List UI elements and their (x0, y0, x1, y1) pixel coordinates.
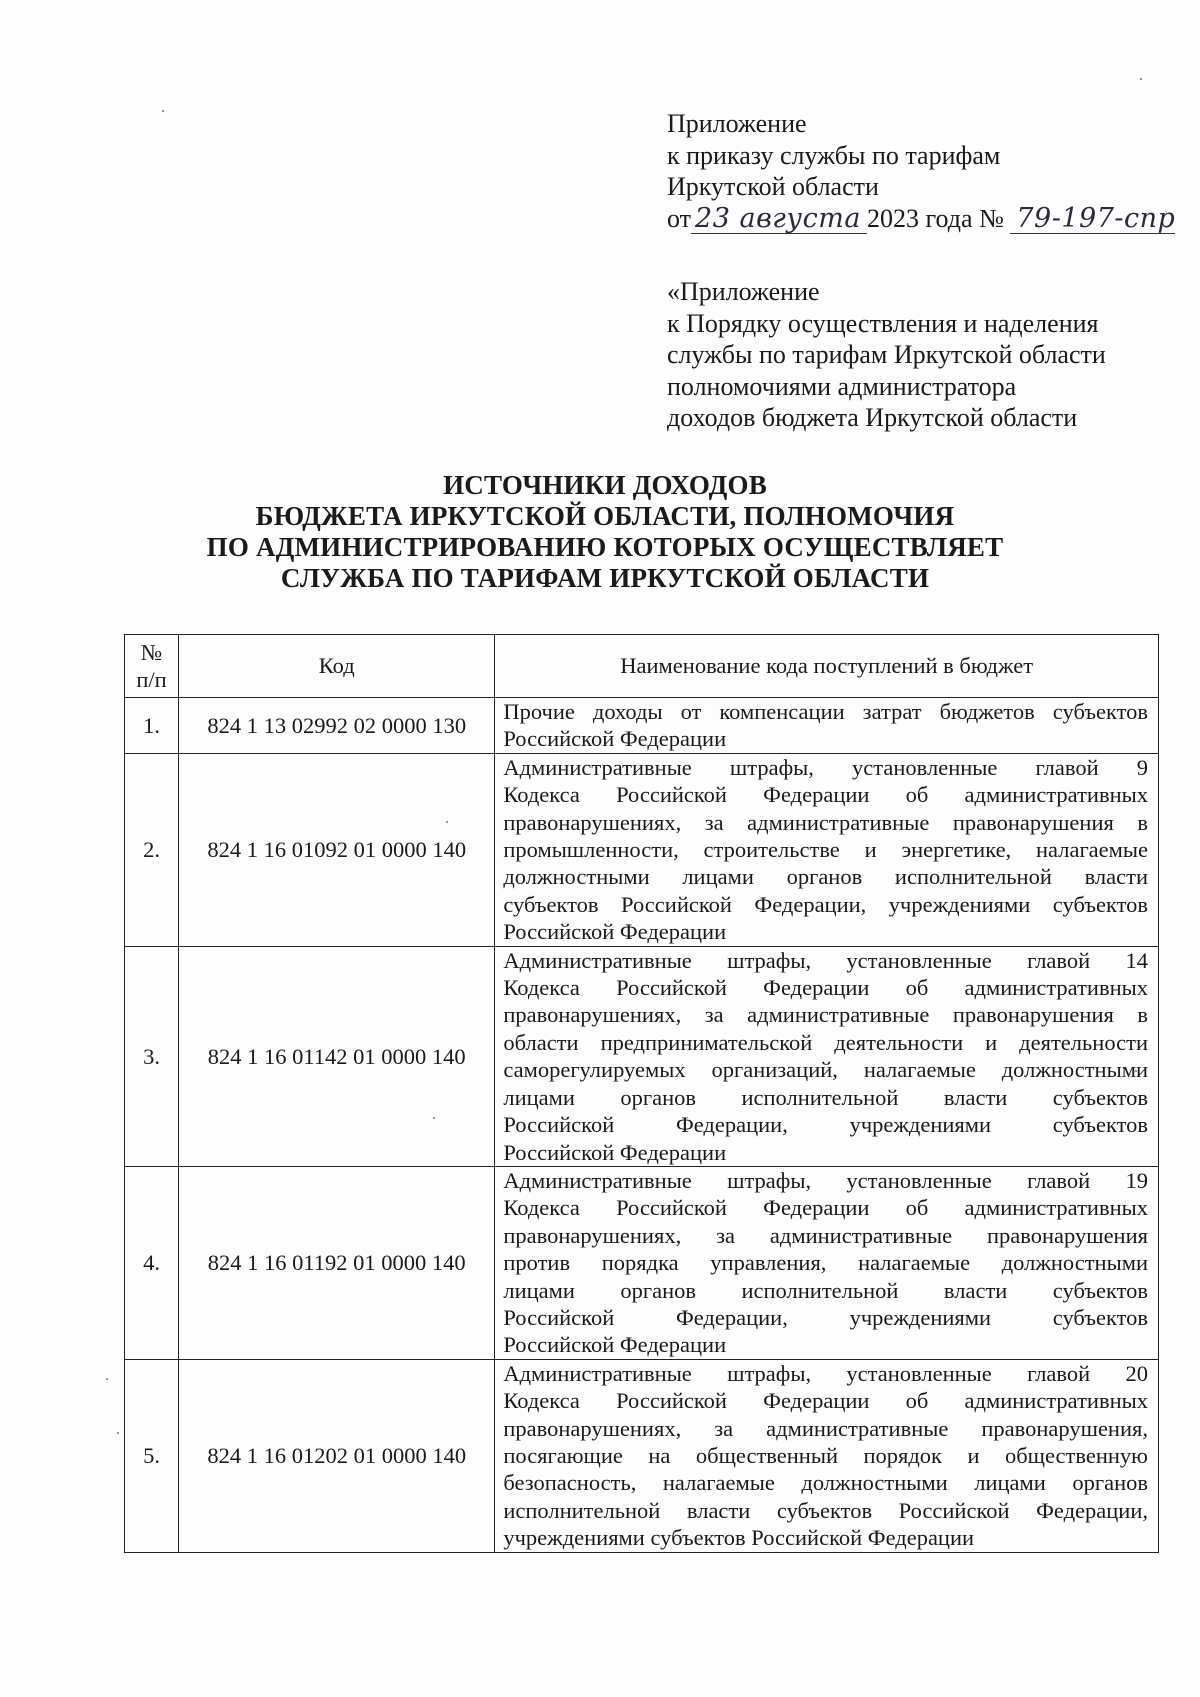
budget-code: 824 1 16 01092 01 0000 140 (179, 753, 495, 946)
revenue-name-line: Административные штрафы, установленные главой 14 (503, 947, 1148, 973)
scan-speck (117, 1432, 119, 1434)
date-prefix: от (667, 203, 692, 233)
scan-speck (106, 1378, 108, 1380)
budget-code: 824 1 16 01202 01 0000 140 (179, 1359, 495, 1552)
revenue-name-line: Административные штрафы, установленные главой 19 (503, 1167, 1148, 1193)
title-line: ИСТОЧНИКИ ДОХОДОВ (443, 470, 767, 500)
order-reference-block (667, 108, 1187, 234)
revenue-name-line: субъектов Российской Федерации, учреждениями субъектов (503, 891, 1148, 917)
scan-speck (162, 110, 164, 112)
revenue-name-line: промышленности, строительстве и энергетике, налагаемые (503, 837, 1148, 863)
header-name: Наименование кода поступлений в бюджет (495, 635, 1159, 698)
revenue-name-line: Административные штрафы, установленные главой 20 (503, 1360, 1148, 1386)
order-date-line (667, 203, 1187, 235)
revenue-name-line: исполнительной власти субъектов Российской Федерации, (503, 1497, 1148, 1523)
appendix-line: доходов бюджета Иркутской области (667, 403, 1078, 432)
handwritten-order-number: 79-197-спр (1010, 205, 1175, 234)
header-line: Иркутской области (667, 172, 879, 201)
revenue-name-line: Российской Федерации (503, 726, 727, 752)
budget-code: 824 1 16 01192 01 0000 140 (179, 1166, 495, 1359)
header-line: к приказу службы по тарифам (667, 140, 1001, 170)
revenue-name-line: Кодекса Российской Федерации об административных (503, 1388, 1148, 1414)
revenue-name-line: правонарушениях, за административные правонарушения в (503, 809, 1148, 835)
revenue-name-line: должностными лицами органов исполнительной власти (503, 864, 1148, 890)
revenue-name-line: посягающие на общественный порядок и общественную (503, 1442, 1148, 1468)
revenue-name-line: Российской Федерации, учреждениями субъектов (503, 1112, 1148, 1138)
appendix-reference-block (667, 276, 1187, 434)
revenue-name-line: Российской Федерации, учреждениями субъектов (503, 1304, 1148, 1330)
budget-code: 824 1 13 02992 02 0000 130 (179, 698, 495, 754)
title-line: СЛУЖБА ПО ТАРИФАМ ИРКУТСКОЙ ОБЛАСТИ (280, 563, 930, 593)
scan-speck (1140, 78, 1142, 80)
row-number: 2. (125, 753, 179, 946)
revenue-name-line: Кодекса Российской Федерации об административных (503, 782, 1148, 808)
appendix-line: службы по тарифам Иркутской области (667, 340, 1106, 369)
row-number: 5. (125, 1359, 179, 1552)
revenue-name-line: учреждениями субъектов Российской Федерации (503, 1525, 975, 1551)
revenue-name (495, 753, 1159, 946)
revenue-name-line: Кодекса Российской Федерации об административных (503, 1195, 1148, 1221)
header-number-pp: п/п (136, 667, 167, 692)
header-line: Приложение (667, 109, 807, 138)
table-body (125, 698, 1159, 1553)
revenue-name (495, 1359, 1159, 1552)
header-number (125, 635, 179, 698)
revenue-name-line: лицами органов исполнительной власти субъектов (503, 1277, 1148, 1303)
revenue-name-line: Прочие доходы от компенсации затрат бюджетов субъектов (503, 699, 1148, 724)
table-row (125, 1359, 1159, 1552)
table-row (125, 946, 1159, 1166)
appendix-line: «Приложение (667, 277, 820, 306)
handwritten-date: 23 августа (691, 205, 867, 234)
revenue-name-line: области предпринимательской деятельности и деятельности (503, 1029, 1148, 1055)
revenue-name-line: против порядка управления, налагаемые должностными (503, 1250, 1148, 1276)
revenue-name-line: безопасность, налагаемые должностными лицами органов (503, 1470, 1148, 1496)
table-row (125, 753, 1159, 946)
revenue-name (495, 946, 1159, 1166)
header-code: Код (179, 635, 495, 698)
revenue-name-line: саморегулируемых организаций, налагаемые должностными (503, 1057, 1148, 1083)
title-line: ПО АДМИНИСТРИРОВАНИЮ КОТОРЫХ ОСУЩЕСТВЛЯЕТ (206, 532, 1004, 562)
row-number: 1. (125, 698, 179, 754)
table-header-row (125, 635, 1159, 698)
revenue-name-line: Российской Федерации (503, 1332, 727, 1358)
revenue-name-line: правонарушениях, за административные правонарушения, (503, 1415, 1148, 1441)
year-text: 2023 года № (867, 203, 1004, 233)
row-number: 4. (125, 1166, 179, 1359)
appendix-line: полномочиями администратора (667, 371, 1017, 401)
revenue-sources-table (124, 634, 1159, 1553)
appendix-line: к Порядку осуществления и наделения (667, 308, 1099, 338)
revenue-name-line: правонарушениях, за административные правонарушения (503, 1222, 1148, 1248)
revenue-name-line: Кодекса Российской Федерации об административных (503, 975, 1148, 1001)
budget-code: 824 1 16 01142 01 0000 140 (179, 946, 495, 1166)
revenue-name-line: Российской Федерации (503, 919, 727, 945)
row-number: 3. (125, 946, 179, 1166)
table-row (125, 1166, 1159, 1359)
table-row (125, 698, 1159, 754)
revenue-name-line: правонарушениях, за административные правонарушения в (503, 1002, 1148, 1028)
revenue-name-line: Административные штрафы, установленные главой 9 (503, 754, 1148, 780)
header-number-sign: № (140, 640, 163, 665)
revenue-name (495, 698, 1159, 754)
document-title (100, 470, 1110, 594)
revenue-name-line: Российской Федерации (503, 1139, 727, 1165)
revenue-name (495, 1166, 1159, 1359)
title-line: БЮДЖЕТА ИРКУТСКОЙ ОБЛАСТИ, ПОЛНОМОЧИЯ (255, 501, 955, 531)
revenue-name-line: лицами органов исполнительной власти субъектов (503, 1084, 1148, 1110)
